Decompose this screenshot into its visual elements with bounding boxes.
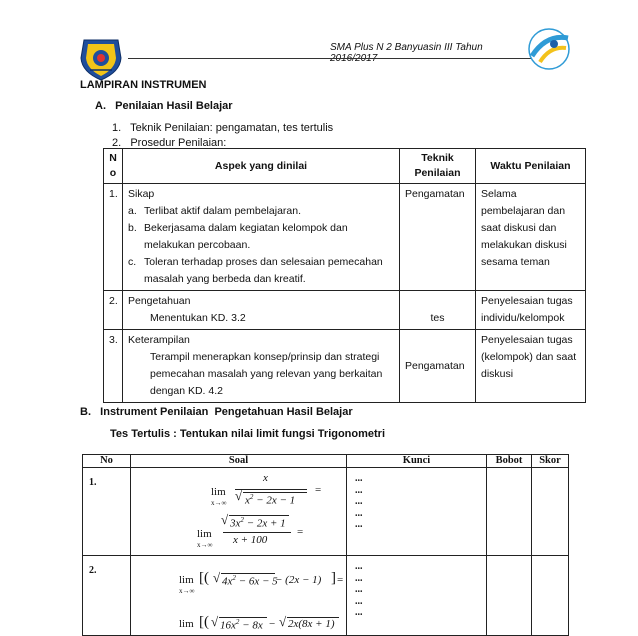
school-header-text: SMA Plus N 2 Banyuasin III Tahun 2016/2017	[330, 42, 483, 64]
section-b-heading: B. Instrument Penilaian Pengetahuan Hasil Belajar	[80, 406, 353, 418]
row-soal	[131, 468, 347, 556]
row-skor	[532, 556, 569, 636]
header-aspek: Aspek yang dinilai	[123, 149, 400, 184]
table-row	[104, 291, 586, 330]
test-table	[82, 454, 569, 636]
row-soal	[131, 556, 347, 636]
row-no: 1.	[104, 184, 123, 291]
row-teknik: Pengamatan	[400, 330, 476, 403]
row-aspek: Sikap a. Terlibat aktif dalam pembelajaran. b. Bekerjasama dalam kegiatan kelompok dan melakukan percobaan. c. Toleran terhadap proses dan selesaian pemecahan masalah yang berbeda dan kreatif.	[123, 184, 400, 291]
header-no: No	[83, 455, 131, 468]
row-kunci: ... ... ... ... ...	[347, 556, 487, 636]
limit-expression: lim x→∞ x √ $x^2 - 2x - 1$ =	[211, 472, 322, 507]
table-header-row	[104, 149, 586, 184]
row-no: 2.	[104, 291, 123, 330]
row-teknik: Pengamatan	[400, 184, 476, 291]
row-aspek: Pengetahuan Menentukan KD. 3.2	[123, 291, 400, 330]
limit-expression: lim x→∞ √ $3x^2 - 2x + 1$ x + 100 =	[197, 512, 304, 549]
row-skor	[532, 468, 569, 556]
row-no: 1.	[83, 468, 131, 556]
row-waktu: Penyelesaian tugas (kelompok) dan saat diskusi	[476, 330, 586, 403]
header-kunci: Kunci	[347, 455, 487, 468]
row-teknik: tes	[400, 291, 476, 330]
limit-expression: lim [( √ $16x^2 - 8x$ − √ 2x(8x + 1)	[179, 614, 349, 634]
header-skor: Skor	[532, 455, 569, 468]
section-a-item: 2. Prosedur Penilaian:	[112, 137, 227, 149]
row-no: 2.	[83, 556, 131, 636]
row-waktu: Selama pembelajaran dan saat diskusi dan melakukan diskusi sesama teman	[476, 184, 586, 291]
limit-expression: lim x→∞ [( √ $4x^2 - 6x - 5$ − (2x − 1) ] =	[179, 570, 344, 595]
table-row	[83, 468, 569, 556]
header-bobot: Bobot	[487, 455, 532, 468]
header-no: N o	[104, 149, 123, 184]
table-header-row	[83, 455, 569, 468]
section-a-item: 1. Teknik Penilaian: pengamatan, tes tertulis	[112, 122, 334, 134]
row-kunci: ... ... ... ... ...	[347, 468, 487, 556]
education-logo	[526, 26, 572, 72]
assessment-table	[103, 148, 586, 403]
header-waktu: Waktu Penilaian	[476, 149, 586, 184]
page-title: LAMPIRAN INSTRUMEN	[80, 79, 207, 91]
section-a-heading: A. Penilaian Hasil Belajar	[95, 100, 233, 112]
row-bobot	[487, 556, 532, 636]
row-aspek: Keterampilan Terampil menerapkan konsep/prinsip dan strategi pemecahan masalah yang relevan yang berkaitan dengan KD. 4.2	[123, 330, 400, 403]
row-bobot	[487, 468, 532, 556]
row-no: 3.	[104, 330, 123, 403]
table-row	[104, 330, 586, 403]
school-crest-logo	[76, 36, 126, 82]
section-b-subheading: Tes Tertulis : Tentukan nilai limit fungsi Trigonometri	[110, 428, 386, 440]
header-teknik: Teknik Penilaian	[400, 149, 476, 184]
header-soal: Soal	[131, 455, 347, 468]
header-rule	[128, 58, 535, 59]
table-row	[104, 184, 586, 291]
table-row	[83, 556, 569, 636]
row-waktu: Penyelesaian tugas individu/kelompok	[476, 291, 586, 330]
